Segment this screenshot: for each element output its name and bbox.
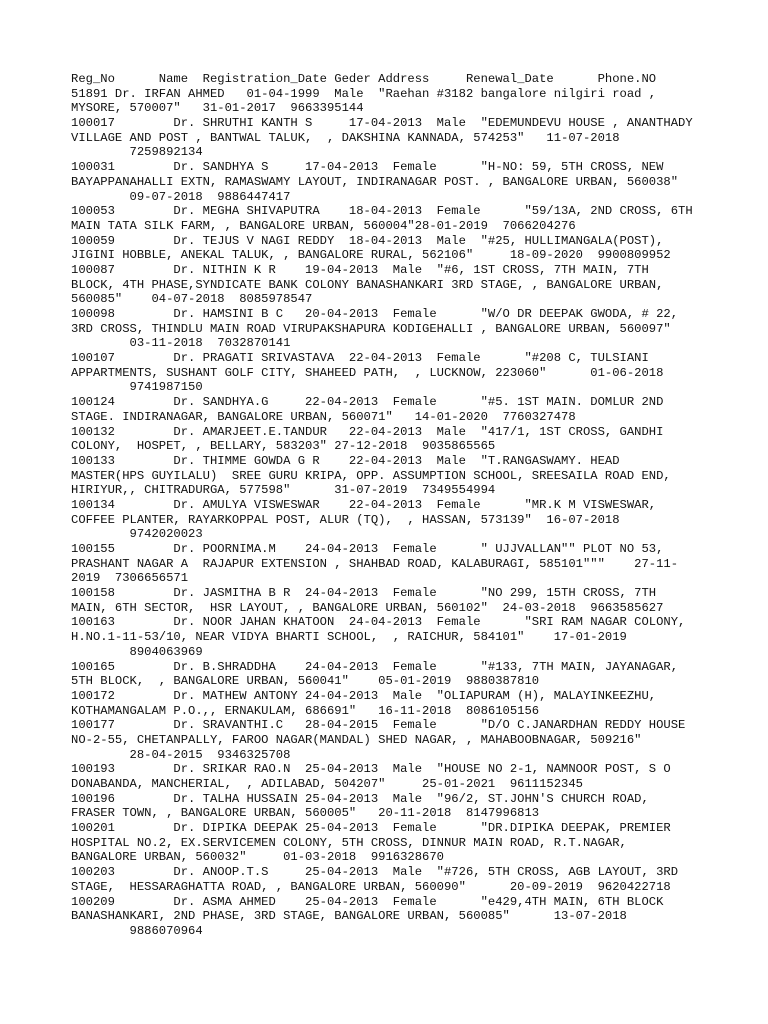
text-line: 100134 Dr. AMULYA VISWESWAR 22-04-2013 Female "MR.K M VISWESWAR, [71,497,657,512]
text-line: 3RD CROSS, THINDLU MAIN ROAD VIRUPAKSHAPURA KODIGEHALLI , BANGALORE URBAN, 560097" [71,321,671,336]
text-line: MYSORE, 570007" 31-01-2017 9663395144 [71,101,364,116]
text-line: 100163 Dr. NOOR JAHAN KHATOON 24-04-2013 Female "SRI RAM NAGAR COLONY, [71,615,686,630]
text-line: Reg_No Name Registration_Date Geder Address Renewal_Date Phone.NO [71,72,657,86]
text-line: HIRIYUR,, CHITRADURGA, 577598" 31-07-2019 7349554994 [71,483,496,498]
text-line: 7259892134 [71,145,203,160]
text-line: 100158 Dr. JASMITHA B R 24-04-2013 Female "NO 299, 15TH CROSS, 7TH [71,586,657,601]
text-line: BANGALORE URBAN, 560032" 01-03-2018 9916328670 [71,850,444,865]
text-line: 2019 7306656571 [71,571,189,586]
text-line: 100087 Dr. NITHIN K R 19-04-2013 Male "#6, 1ST CROSS, 7TH MAIN, 7TH [71,262,649,277]
text-line: VILLAGE AND POST , BANTWAL TALUK, , DAKSHINA KANNADA, 574253" 11-07-2018 [71,130,620,145]
text-line: MAIN TATA SILK FARM, , BANGALORE URBAN, 560004"28-01-2019 7066204276 [71,218,576,233]
text-line: 28-04-2015 9346325708 [71,747,291,762]
text-line: FRASER TOWN, , BANGALORE URBAN, 560005" 20-11-2018 8147996813 [71,806,540,821]
text-line: STAGE. INDIRANAGAR, BANGALORE URBAN, 560071" 14-01-2020 7760327478 [71,409,576,424]
text-line: 100201 Dr. DIPIKA DEEPAK 25-04-2013 Female "DR.DIPIKA DEEPAK, PREMIER [71,821,671,836]
text-line: 09-07-2018 9886447417 [71,189,291,204]
text-line: STAGE, HESSARAGHATTA ROAD, , BANGALORE URBAN, 560090" 20-09-2019 9620422718 [71,879,671,894]
text-line: 100196 Dr. TALHA HUSSAIN 25-04-2013 Male "96/2, ST.JOHN'S CHURCH ROAD, [71,791,649,806]
text-line: 100193 Dr. SRIKAR RAO.N 25-04-2013 Male "HOUSE NO 2-1, NAMNOOR POST, S O [71,762,671,777]
text-line: 51891 Dr. IRFAN AHMED 01-04-1999 Male "Raehan #3182 bangalore nilgiri road , [71,86,657,101]
text-line: COLONY, HOSPET, , BELLARY, 583203" 27-12-2018 9035865565 [71,439,496,454]
text-line: 100124 Dr. SANDHYA.G 22-04-2013 Female "#5. 1ST MAIN. DOMLUR 2ND [71,395,664,410]
text-line: HOSPITAL NO.2, EX.SERVICEMEN COLONY, 5TH CROSS, DINNUR MAIN ROAD, R.T.NAGAR, [71,835,627,850]
text-line: 8904063969 [71,644,203,659]
text-line: 03-11-2018 7032870141 [71,336,291,351]
text-line: COFFEE PLANTER, RAYARKOPPAL POST, ALUR (TQ), , HASSAN, 573139" 16-07-2018 [71,512,620,527]
text-line: 5TH BLOCK, , BANGALORE URBAN, 560041" 05-01-2019 9880387810 [71,674,540,689]
text-line: BLOCK, 4TH PHASE,SYNDICATE BANK COLONY BANASHANKARI 3RD STAGE, , BANGALORE URBAN, [71,277,664,292]
text-line: 9741987150 [71,380,203,395]
text-line: 9886070964 [71,923,203,938]
text-line: MASTER(HPS GUYILALU) SREE GURU KRIPA, OPP. ASSUMPTION SCHOOL, SREESAILA ROAD END, [71,468,671,483]
text-line: APPARTMENTS, SUSHANT GOLF CITY, SHAHEED PATH, , LUCKNOW, 223060" 01-06-2018 [71,365,664,380]
text-line: H.NO.1-11-53/10, NEAR VIDYA BHARTI SCHOOL, , RAICHUR, 584101" 17-01-2019 [71,630,627,645]
text-line: 9742020023 [71,527,203,542]
text-line: MAIN, 6TH SECTOR, HSR LAYOUT, , BANGALORE URBAN, 560102" 24-03-2018 9663585627 [71,600,664,615]
text-line: BANASHANKARI, 2ND PHASE, 3RD STAGE, BANGALORE URBAN, 560085" 13-07-2018 [71,909,627,924]
text-line: 100172 Dr. MATHEW ANTONY 24-04-2013 Male "OLIAPURAM (H), MALAYINKEEZHU, [71,688,657,703]
text-line: 100133 Dr. THIMME GOWDA G R 22-04-2013 Male "T.RANGASWAMY. HEAD [71,453,620,468]
text-line: PRASHANT NAGAR A RAJAPUR EXTENSION , SHAHBAD ROAD, KALABURAGI, 585101""" 27-11- [71,556,679,571]
text-line: 100031 Dr. SANDHYA S 17-04-2013 Female "H-NO: 59, 5TH CROSS, NEW [71,160,664,175]
text-line: 100053 Dr. MEGHA SHIVAPUTRA 18-04-2013 Female "59/13A, 2ND CROSS, 6TH [71,204,693,219]
text-line: BAYAPPANAHALLI EXTN, RAMASWAMY LAYOUT, INDIRANAGAR POST. , BANGALORE URBAN, 560038" [71,174,679,189]
text-line: KOTHAMANGALAM P.O.,, ERNAKULAM, 686691" 16-11-2018 8086105156 [71,703,540,718]
text-line: JIGINI HOBBLE, ANEKAL TALUK, , BANGALORE RURAL, 562106" 18-09-2020 9900809952 [71,248,671,263]
text-line: 100177 Dr. SRAVANTHI.C 28-04-2015 Female "D/O C.JANARDHAN REDDY HOUSE [71,718,686,733]
text-line: 100059 Dr. TEJUS V NAGI REDDY 18-04-2013 Male "#25, HULLIMANGALA(POST), [71,233,664,248]
text-line: NO-2-55, CHETANPALLY, FAROO NAGAR(MANDAL) SHED NAGAR, , MAHABOOBNAGAR, 509216" [71,732,642,747]
text-line: 100132 Dr. AMARJEET.E.TANDUR 22-04-2013 Male "417/1, 1ST CROSS, GANDHI [71,424,664,439]
text-line: 100107 Dr. PRAGATI SRIVASTAVA 22-04-2013 Female "#208 C, TULSIANI [71,351,649,366]
text-line: 100203 Dr. ANOOP.T.S 25-04-2013 Male "#726, 5TH CROSS, AGB LAYOUT, 3RD [71,865,679,880]
text-line: 100155 Dr. POORNIMA.M 24-04-2013 Female " UJJVALLAN"" PLOT NO 53, [71,542,664,556]
text-line: 100209 Dr. ASMA AHMED 25-04-2013 Female "e429,4TH MAIN, 6TH BLOCK [71,894,664,909]
text-line: DONABANDA, MANCHERIAL, , ADILABAD, 504207" 25-01-2021 9611152345 [71,777,583,791]
text-line: 100165 Dr. B.SHRADDHA 24-04-2013 Female "#133, 7TH MAIN, JAYANAGAR, [71,659,679,674]
text-line: 100098 Dr. HAMSINI B C 20-04-2013 Female "W/O DR DEEPAK GWODA, # 22, [71,307,679,321]
text-line: 560085" 04-07-2018 8085978547 [71,292,313,307]
text-line: 100017 Dr. SHRUTHI KANTH S 17-04-2013 Male "EDEMUNDEVU HOUSE , ANANTHADY [71,116,693,131]
document-body [71,72,711,939]
